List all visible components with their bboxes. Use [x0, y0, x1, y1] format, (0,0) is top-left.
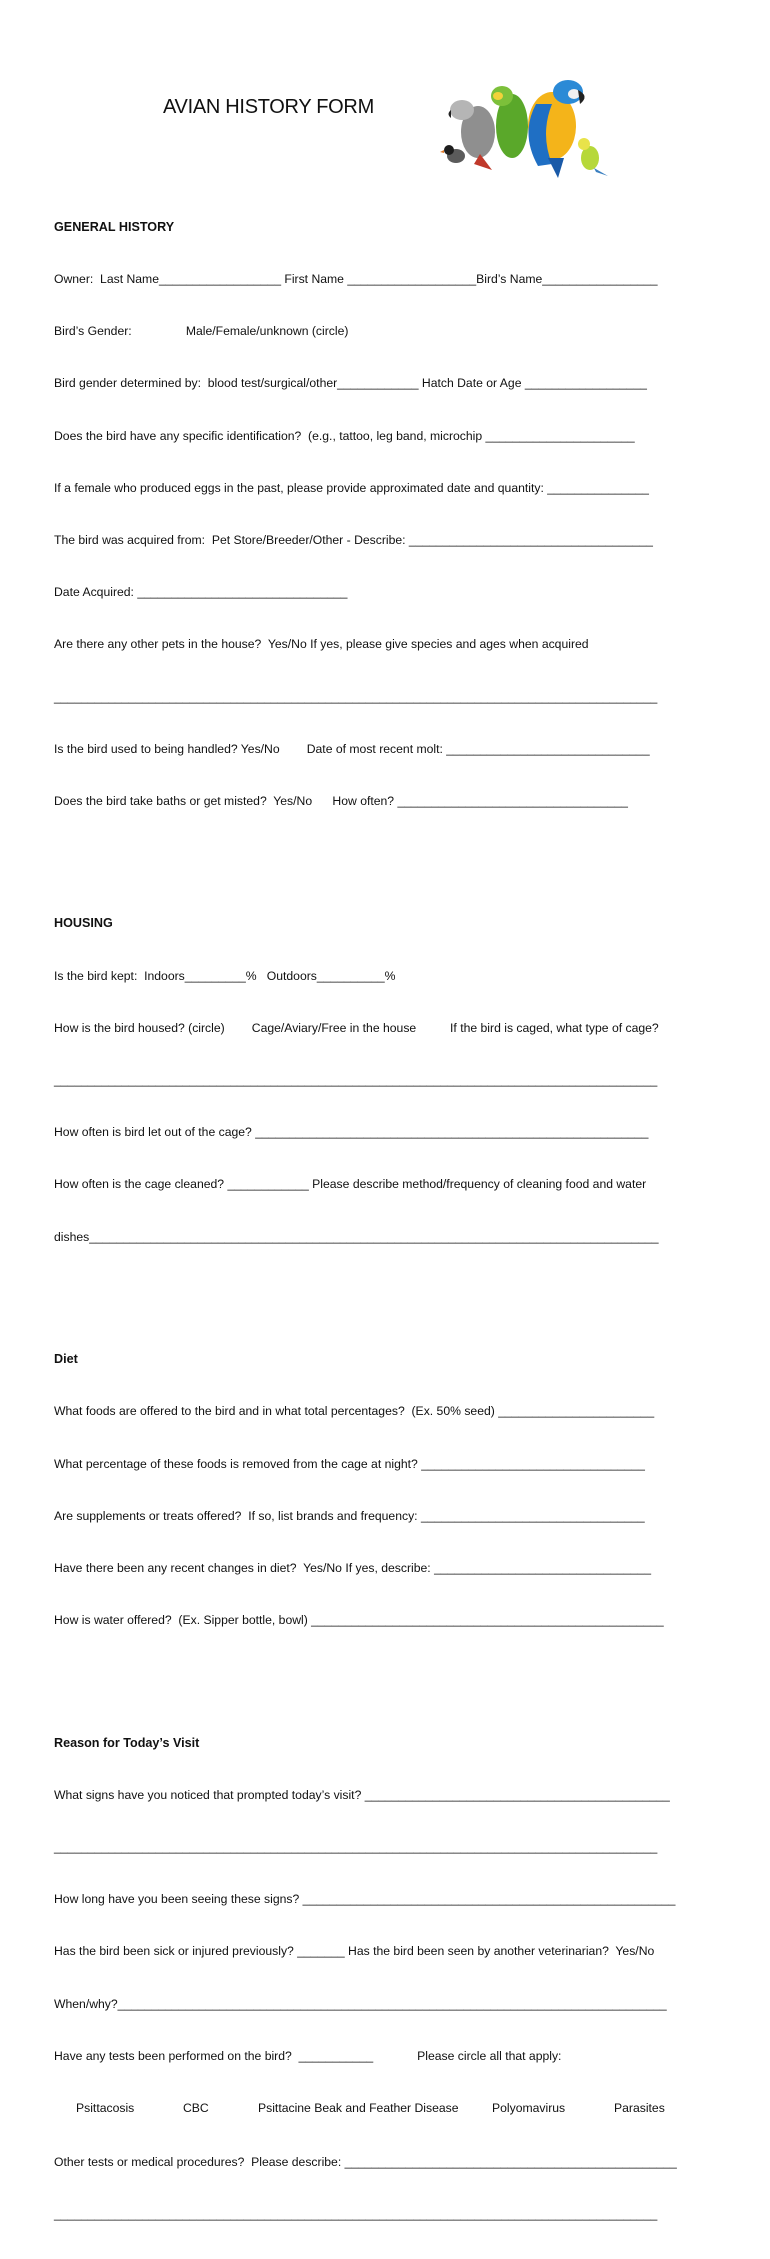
- grey-parrot-beak: [449, 110, 452, 118]
- budgie-tail: [594, 168, 608, 176]
- finch-head: [444, 145, 454, 155]
- reason-heading: Reason for Today’s Visit: [54, 1735, 200, 1750]
- tests-performed-field[interactable]: Have any tests been performed on the bird? ___________ Please circle all that apply:: [54, 2048, 562, 2063]
- other-tests-answer-line[interactable]: _________________________________________________________________________________________: [54, 2207, 658, 2222]
- signs-field[interactable]: What signs have you noticed that prompted today’s visit? _____________________________________________: [54, 1787, 670, 1802]
- sick-injured-field[interactable]: Has the bird been sick or injured previously? _______ Has the bird been seen by another veterinarian? Yes/No: [54, 1944, 655, 1959]
- housing-heading: HOUSING: [54, 916, 113, 931]
- water-offered-field[interactable]: How is water offered? (Ex. Sipper bottle, bowl) ____________________________________________________: [54, 1613, 664, 1628]
- macaw-tail: [548, 158, 564, 178]
- handled-molt-field[interactable]: Is the bird used to being handled? Yes/No Date of most recent molt: ______________________________: [54, 741, 650, 756]
- foods-offered-field[interactable]: What foods are offered to the bird and in what total percentages? (Ex. 50% seed) _______________________: [54, 1404, 655, 1419]
- tests-options: [54, 2100, 694, 2117]
- other-pets-answer-line[interactable]: _________________________________________________________________________________________: [54, 689, 658, 704]
- form-content: [54, 184, 694, 2259]
- budgie-head: [578, 138, 590, 150]
- bird-gender-field[interactable]: Bird’s Gender: Male/Female/unknown (circle): [54, 324, 349, 339]
- housed-question: How is the bird housed? (circle) Cage/Aviary/Free in the house If the bird is caged, what type of cage?: [54, 1020, 659, 1035]
- gender-determination-field[interactable]: Bird gender determined by: blood test/surgical/other____________ Hatch Date or Age __________________: [54, 376, 647, 391]
- supplements-field[interactable]: Are supplements or treats offered? If so, list brands and frequency: _________________________________: [54, 1508, 645, 1523]
- baths-field[interactable]: Does the bird take baths or get misted? Yes/No How often? __________________________________: [54, 794, 628, 809]
- when-why-field[interactable]: When/why?_________________________________________________________________________________: [54, 1996, 667, 2011]
- foods-removed-field[interactable]: What percentage of these foods is removed from the cage at night? _________________________________: [54, 1456, 645, 1471]
- signs-answer-line[interactable]: _________________________________________________________________________________________: [54, 1839, 658, 1854]
- diet-heading: Diet: [54, 1352, 78, 1367]
- other-tests-field[interactable]: Other tests or medical procedures? Please describe: _________________________________________________: [54, 2155, 677, 2170]
- form-title: AVIAN HISTORY FORM: [163, 96, 374, 118]
- cage-cleaned-field[interactable]: How often is the cage cleaned? ____________ Please describe method/frequency of cleaning food and water: [54, 1177, 647, 1192]
- parrots-illustration: [440, 74, 615, 179]
- let-out-field[interactable]: How often is bird let out of the cage? __________________________________________________________: [54, 1125, 649, 1140]
- test-option-cbc[interactable]: CBC: [183, 2100, 209, 2115]
- indoors-outdoors-field[interactable]: Is the bird kept: Indoors_________% Outdoors__________%: [54, 968, 396, 983]
- finch-beak: [440, 150, 444, 153]
- date-acquired-field[interactable]: Date Acquired: _______________________________: [54, 585, 348, 600]
- test-option-pbfd[interactable]: Psittacine Beak and Feather Disease: [258, 2100, 459, 2115]
- identification-field[interactable]: Does the bird have any specific identification? (e.g., tattoo, leg band, microchip ______________________: [54, 428, 635, 443]
- signs-duration-field[interactable]: How long have you been seeing these signs? _______________________________________________________: [54, 1892, 676, 1907]
- test-option-polyomavirus[interactable]: Polyomavirus: [492, 2100, 566, 2115]
- test-option-parasites[interactable]: Parasites: [614, 2100, 665, 2115]
- eggs-field[interactable]: If a female who produced eggs in the past, please provide approximated date and quantity: _______________: [54, 480, 649, 495]
- diet-changes-field[interactable]: Have there been any recent changes in diet? Yes/No If yes, describe: ________________________________: [54, 1560, 651, 1575]
- dishes-field[interactable]: dishes____________________________________________________________________________________: [54, 1229, 659, 1244]
- amazon-face: [493, 92, 503, 100]
- grey-parrot-head: [450, 100, 474, 120]
- other-pets-question: Are there any other pets in the house? Yes/No If yes, please give species and ages when acquired: [54, 637, 589, 652]
- general-history-heading: GENERAL HISTORY: [54, 219, 175, 234]
- acquired-from-field[interactable]: The bird was acquired from: Pet Store/Breeder/Other - Describe: ____________________________________: [54, 533, 653, 548]
- cage-type-answer-line[interactable]: _________________________________________________________________________________________: [54, 1073, 658, 1088]
- owner-name-field[interactable]: Owner: Last Name__________________ First Name ___________________Bird’s Name_________________: [54, 272, 658, 287]
- test-option-psittacosis[interactable]: Psittacosis: [76, 2100, 135, 2115]
